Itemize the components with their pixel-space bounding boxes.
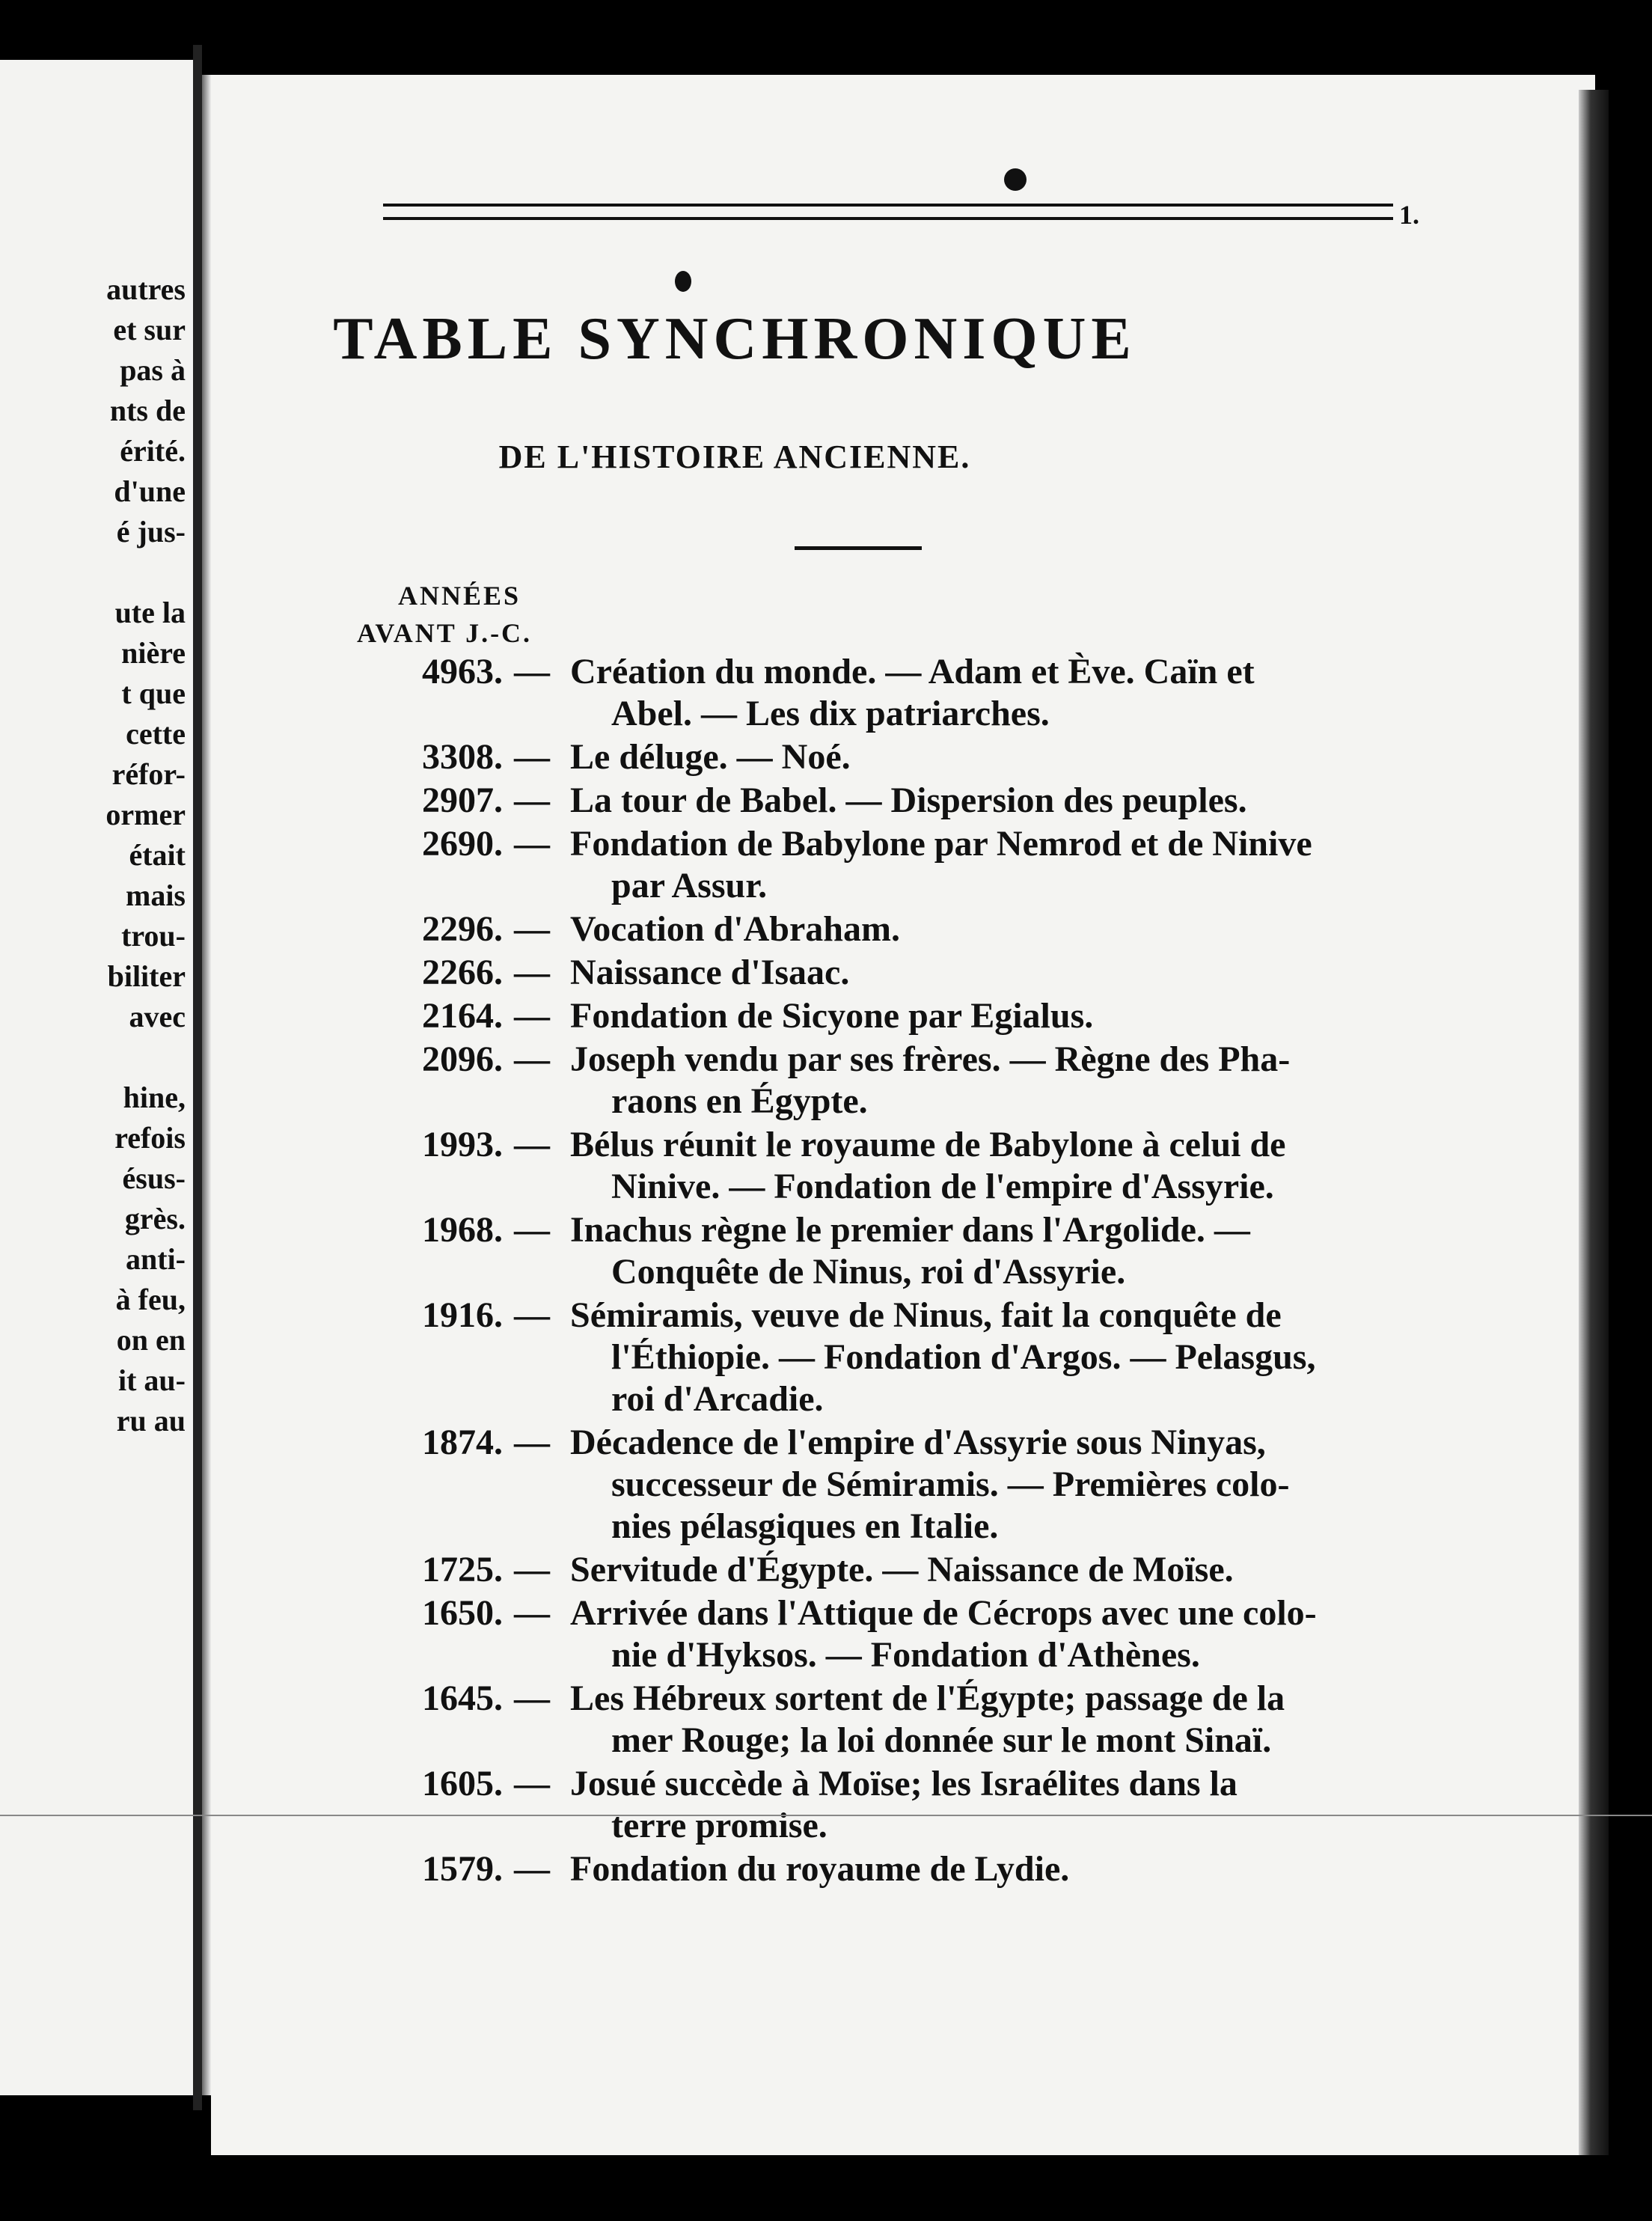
entry-year: 1968. xyxy=(422,1210,503,1250)
chronology-entry xyxy=(211,995,1595,1037)
entry-text-line: Sémiramis, veuve de Ninus, fait la conquête de xyxy=(570,1295,1282,1335)
entry-dash: — xyxy=(514,909,550,949)
chronology-entry xyxy=(211,651,1595,735)
left-page-line: nière xyxy=(121,636,186,670)
entry-text-line: nies pélasgiques en Italie. xyxy=(611,1506,999,1546)
entry-text-line: Le déluge. — Noé. xyxy=(570,737,851,777)
entry-text-line: La tour de Babel. — Dispersion des peuples. xyxy=(570,780,1247,820)
entry-dash: — xyxy=(514,1039,550,1079)
entry-text-line: Josué succède à Moïse; les Israélites dans la xyxy=(570,1764,1238,1803)
entry-text xyxy=(570,1549,1393,1591)
left-page-line: pas à xyxy=(120,353,186,387)
entry-year: 1993. xyxy=(422,1125,503,1164)
entry-dash: — xyxy=(514,652,550,691)
entry-text-line: Fondation de Sicyone par Egialus. xyxy=(570,996,1094,1036)
column-label-years: ANNÉES xyxy=(398,581,521,611)
entry-dash: — xyxy=(514,1678,550,1718)
left-page-line: ute la xyxy=(114,596,186,629)
entry-text xyxy=(570,1209,1393,1293)
entry-text xyxy=(570,1295,1393,1420)
left-page-fragment xyxy=(0,60,193,2095)
chronology-entry xyxy=(211,1209,1595,1293)
entry-year: 3308. xyxy=(422,737,503,777)
entry-dash: — xyxy=(514,824,550,864)
entry-text-line: Vocation d'Abraham. xyxy=(570,909,900,949)
left-page-line: biliter xyxy=(107,959,186,993)
entry-text-line: successeur de Sémiramis. — Premières colo- xyxy=(611,1464,1290,1504)
entry-dash: — xyxy=(514,1423,550,1462)
entry-text xyxy=(570,908,1393,950)
entry-year: 1916. xyxy=(422,1295,503,1335)
entry-text xyxy=(570,1848,1393,1890)
gutter-shadow xyxy=(202,75,211,2095)
chronology-entry xyxy=(211,1592,1595,1676)
entry-text xyxy=(570,736,1393,778)
chronology-entry xyxy=(211,1848,1595,1890)
entry-dash: — xyxy=(514,1849,550,1889)
entry-text xyxy=(570,952,1393,994)
left-page-line: mais xyxy=(126,879,186,912)
top-double-rule xyxy=(383,204,1393,220)
left-page-line: é jus- xyxy=(116,515,186,549)
chronology-entry xyxy=(211,1678,1595,1762)
left-page-line: trou- xyxy=(121,919,186,953)
left-page-line: avec xyxy=(129,1000,186,1033)
chronology-entry xyxy=(211,1295,1595,1420)
entry-text-line: Arrivée dans l'Attique de Cécrops avec une colo- xyxy=(570,1593,1317,1633)
page-mark: 1. xyxy=(1399,200,1419,230)
page-gutter xyxy=(193,45,202,2110)
chronology-entry xyxy=(211,736,1595,778)
left-page-line: d'une xyxy=(114,474,186,508)
entry-text-line: Servitude d'Égypte. — Naissance de Moïse. xyxy=(570,1550,1234,1589)
entry-text-line: Joseph vendu par ses frères. — Règne des Pha- xyxy=(570,1039,1291,1079)
left-page-line: nts de xyxy=(109,394,186,427)
entry-text-line: Les Hébreux sortent de l'Égypte; passage de la xyxy=(570,1678,1285,1718)
title-divider xyxy=(795,546,922,550)
entry-text-line: Création du monde. — Adam et Ève. Caïn et xyxy=(570,652,1255,691)
chronology-entry xyxy=(211,952,1595,994)
left-page-line: était xyxy=(129,838,186,872)
entry-text-line: Conquête de Ninus, roi d'Assyrie. xyxy=(611,1252,1126,1292)
entry-text xyxy=(570,780,1393,822)
left-page-line: ormer xyxy=(105,798,186,831)
entry-text xyxy=(570,995,1393,1037)
entry-year: 1645. xyxy=(422,1678,503,1718)
entry-year: 1579. xyxy=(422,1849,503,1889)
entry-text xyxy=(570,1678,1393,1762)
entry-year: 1650. xyxy=(422,1593,503,1633)
entry-dash: — xyxy=(514,1593,550,1633)
page-right-edge xyxy=(1579,90,1609,2155)
entry-dash: — xyxy=(514,1125,550,1164)
scan-line xyxy=(0,1815,1652,1816)
entry-year: 1725. xyxy=(422,1550,503,1589)
chronology-entry xyxy=(211,823,1595,907)
left-page-line: à feu, xyxy=(115,1283,186,1316)
entry-year: 1605. xyxy=(422,1764,503,1803)
left-page-line: réfor- xyxy=(111,757,186,791)
chronology-entry xyxy=(211,1124,1595,1208)
entry-text-line: Bélus réunit le royaume de Babylone à celui de xyxy=(570,1125,1286,1164)
ink-speck xyxy=(1004,168,1027,191)
column-label-bc: AVANT J.-C. xyxy=(357,618,533,648)
chronology-list xyxy=(211,651,1595,1892)
chronology-entry xyxy=(211,908,1595,950)
left-page-line: cette xyxy=(126,717,186,751)
left-page-line: ru au xyxy=(116,1404,186,1438)
left-page-line: érité. xyxy=(120,434,186,468)
entry-text-line: Ninive. — Fondation de l'empire d'Assyrie. xyxy=(611,1167,1274,1206)
entry-text-line: mer Rouge; la loi donnée sur le mont Sinaï. xyxy=(611,1720,1272,1760)
entry-text xyxy=(570,1124,1393,1208)
entry-year: 2907. xyxy=(422,780,503,820)
entry-dash: — xyxy=(514,1210,550,1250)
entry-dash: — xyxy=(514,737,550,777)
left-page-line: grès. xyxy=(124,1202,186,1235)
entry-year: 1874. xyxy=(422,1423,503,1462)
chronology-entry xyxy=(211,1549,1595,1591)
entry-text-line: roi d'Arcadie. xyxy=(611,1379,824,1419)
entry-year: 2296. xyxy=(422,909,503,949)
chronology-entry xyxy=(211,1039,1595,1122)
entry-text-line: Fondation de Babylone par Nemrod et de Ninive xyxy=(570,824,1312,864)
main-page xyxy=(211,75,1595,2155)
left-page-line: t que xyxy=(121,676,186,710)
left-page-line: anti- xyxy=(126,1242,186,1276)
entry-dash: — xyxy=(514,996,550,1036)
left-page-line: autres xyxy=(106,272,186,306)
entry-dash: — xyxy=(514,953,550,992)
entry-text-line: par Assur. xyxy=(611,866,768,905)
entry-year: 2266. xyxy=(422,953,503,992)
left-page-line: et sur xyxy=(113,313,186,346)
entry-text-line: Décadence de l'empire d'Assyrie sous Ninyas, xyxy=(570,1423,1266,1462)
page-subtitle: DE L'HISTOIRE ANCIENNE. xyxy=(498,439,971,475)
entry-year: 2690. xyxy=(422,824,503,864)
entry-text-line: Naissance d'Isaac. xyxy=(570,953,850,992)
entry-dash: — xyxy=(514,1764,550,1803)
chronology-entry xyxy=(211,1422,1595,1548)
page-title: TABLE SYNCHRONIQUE xyxy=(333,306,1136,372)
entry-text xyxy=(570,1039,1393,1122)
entry-text-line: Abel. — Les dix patriarches. xyxy=(611,694,1050,733)
entry-text xyxy=(570,823,1393,907)
entry-text-line: terre promise. xyxy=(611,1806,827,1845)
entry-year: 2164. xyxy=(422,996,503,1036)
entry-text xyxy=(570,651,1393,735)
left-page-line: on en xyxy=(116,1323,186,1357)
entry-dash: — xyxy=(514,780,550,820)
ink-speck xyxy=(675,271,691,292)
chronology-entry xyxy=(211,780,1595,822)
entry-text-line: Inachus règne le premier dans l'Argolide. — xyxy=(570,1210,1250,1250)
chronology-entry xyxy=(211,1763,1595,1847)
entry-dash: — xyxy=(514,1295,550,1335)
entry-year: 2096. xyxy=(422,1039,503,1079)
entry-text-line: Fondation du royaume de Lydie. xyxy=(570,1849,1070,1889)
entry-text-line: raons en Égypte. xyxy=(611,1081,868,1121)
entry-text xyxy=(570,1763,1393,1847)
left-page-line: ésus- xyxy=(122,1161,186,1195)
left-page-line: it au- xyxy=(118,1363,186,1397)
entry-text xyxy=(570,1422,1393,1548)
entry-text-line: nie d'Hyksos. — Fondation d'Athènes. xyxy=(611,1635,1200,1675)
left-page-line: refois xyxy=(114,1121,186,1155)
entry-dash: — xyxy=(514,1550,550,1589)
left-page-line: hine, xyxy=(123,1081,186,1114)
entry-text xyxy=(570,1592,1393,1676)
entry-year: 4963. xyxy=(422,652,503,691)
entry-text-line: l'Éthiopie. — Fondation d'Argos. — Pelasgus, xyxy=(611,1337,1316,1377)
